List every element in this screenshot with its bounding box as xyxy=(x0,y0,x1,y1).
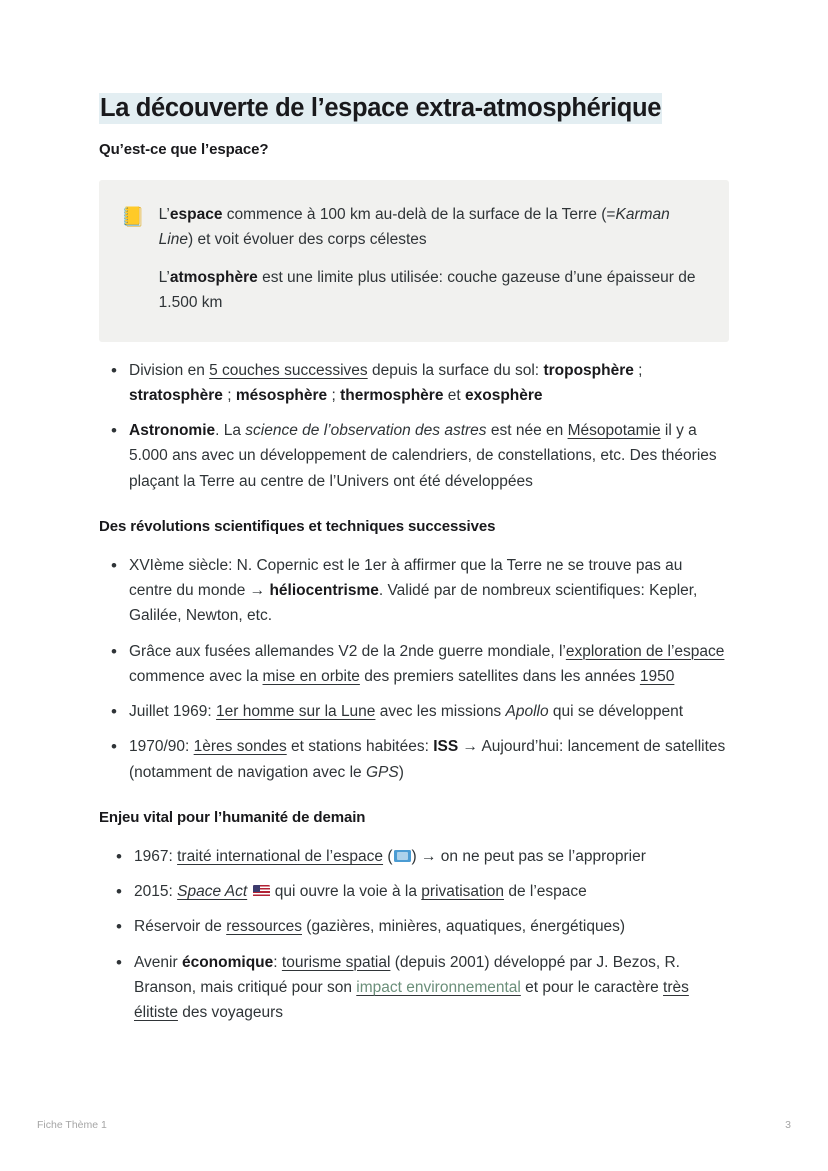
text-fragment: XVIème siècle: N. Copernic est le 1er à affirmer que la Terre ne se trouve pas au centre du monde → xyxy=(129,556,683,600)
bold-thermosphere: thermosphère xyxy=(340,386,444,404)
revolutions-bullet-list xyxy=(99,553,729,785)
text-fragment: Réservoir de xyxy=(134,918,227,936)
bold-economique: économique xyxy=(181,953,274,971)
italic-karman-line: Karman Line xyxy=(158,206,670,249)
text-fragment: ) xyxy=(398,763,404,781)
text-fragment: Division en xyxy=(129,361,210,379)
text-fragment: avec les missions xyxy=(375,703,506,721)
list-item xyxy=(104,914,729,939)
text-fragment: est née en xyxy=(486,422,568,440)
text-fragment: (gazières, minières, aquatiques, énergétiques) xyxy=(302,918,626,936)
underlined-1er-homme-lune: 1er homme sur la Lune xyxy=(216,703,376,721)
italic-gps: GPS xyxy=(365,763,399,781)
text-fragment: qui se développent xyxy=(548,703,684,721)
italic-science-observation: science de l’observation des astres xyxy=(245,422,487,440)
text-fragment: Grâce aux fusées allemandes V2 de la 2nde guerre mondiale, l’ xyxy=(129,642,566,660)
bold-atmosphere: atmosphère xyxy=(169,269,258,287)
underlined-mise-en-orbite: mise en orbite xyxy=(262,667,360,685)
text-fragment: il y a 5.000 ans avec un développement de calendriers, de constellations, etc. Des théories plaçant la Terre au centre de l’Univers ont été développées xyxy=(129,422,717,490)
text-fragment: ; xyxy=(327,386,341,404)
page-footer xyxy=(37,1119,791,1131)
text-fragment: 1967: xyxy=(134,847,178,865)
page-title-text: La découverte de l’espace extra-atmosphérique xyxy=(100,94,662,122)
text-fragment: est une limite plus utilisée: couche gazeuse d’une épaisseur de 1.500 km xyxy=(158,269,696,312)
text-fragment: → Aujourd’hui: lancement de satellites (notamment de navigation avec le xyxy=(129,738,726,781)
text-fragment: depuis la surface du sol: xyxy=(367,361,544,379)
text-fragment: L’ xyxy=(158,206,170,224)
text-fragment: Avenir xyxy=(134,953,182,971)
list-item xyxy=(104,844,729,869)
text-fragment: . La xyxy=(215,422,246,440)
ledger-notebook-icon: 📒 xyxy=(121,206,145,229)
text-fragment: Juillet 1969: xyxy=(129,703,217,721)
callout-paragraph-espace xyxy=(159,202,703,252)
text-fragment: 1970/90: xyxy=(129,738,194,756)
bold-astronomie: Astronomie xyxy=(129,422,216,440)
text-fragment: ( xyxy=(383,847,393,865)
us-flag-icon xyxy=(253,885,270,897)
text-fragment xyxy=(247,883,251,900)
highlighted-impact-environnemental: impact environnemental xyxy=(356,978,521,996)
section-heading-revolutions: Des révolutions scientifiques et techniques successives xyxy=(99,517,496,535)
list-item xyxy=(99,553,729,629)
callout-paragraph-atmosphere xyxy=(159,265,703,315)
text-fragment: des voyageurs xyxy=(177,1004,284,1022)
text-fragment: ; xyxy=(633,361,643,379)
text-fragment: et stations habitées: xyxy=(286,738,434,756)
italic-apollo: Apollo xyxy=(505,703,549,721)
bold-heliocentrisme: héliocentrisme xyxy=(269,582,379,600)
text-fragment: . Validé par de nombreux scientifiques: Kepler, Galilée, Newton, etc. xyxy=(129,582,698,625)
text-fragment: : xyxy=(273,953,282,971)
text-fragment: commence à 100 km au-delà de la surface de la Terre (= xyxy=(222,206,616,224)
underlined-exploration-espace: exploration de l’espace xyxy=(565,642,725,660)
underlined-ressources: ressources xyxy=(226,918,302,936)
list-item xyxy=(99,734,729,785)
callout-box xyxy=(99,180,729,341)
callout-body xyxy=(159,202,703,315)
list-item xyxy=(99,699,729,724)
underlined-tourisme-spatial: tourisme spatial xyxy=(281,953,391,971)
underlined-1950: 1950 xyxy=(639,667,675,685)
text-fragment: des premiers satellites dans les années xyxy=(359,667,640,685)
footer-label: Fiche Thème 1 xyxy=(37,1119,107,1131)
text-fragment: et pour le caractère xyxy=(520,978,664,996)
text-fragment: commence avec la xyxy=(129,667,263,685)
text-fragment: ; xyxy=(222,386,236,404)
underlined-1eres-sondes: 1ères sondes xyxy=(193,738,287,756)
text-fragment: et xyxy=(443,386,465,404)
section-heading-enjeu: Enjeu vital pour l’humanité de demain xyxy=(99,808,366,826)
intro-bullet-list xyxy=(99,358,729,494)
text-fragment: 2015: xyxy=(134,883,178,901)
bold-stratosphere: stratosphère xyxy=(129,386,223,404)
underlined-5-couches: 5 couches successives xyxy=(209,361,368,379)
text-fragment: de l’espace xyxy=(504,883,587,901)
text-fragment: (depuis 2001) développé par J. Bezos, R. Branson, mais critiqué pour son xyxy=(134,953,680,996)
footer-page-number: 3 xyxy=(785,1119,791,1131)
page-title xyxy=(99,92,729,125)
list-item xyxy=(104,950,729,1026)
underlined-privatisation: privatisation xyxy=(421,883,505,901)
enjeu-bullet-list xyxy=(99,844,729,1026)
underlined-tres-elitiste: très élitiste xyxy=(134,978,689,1022)
list-item xyxy=(104,879,729,904)
list-item xyxy=(99,639,729,690)
bold-iss: ISS xyxy=(433,738,459,756)
text-fragment: ) → on ne peut pas se l’approprier xyxy=(411,847,646,865)
list-item xyxy=(99,418,729,494)
list-item xyxy=(99,358,729,409)
document-content xyxy=(99,92,729,1025)
underlined-mesopotamie: Mésopotamie xyxy=(567,422,661,440)
bold-espace: espace xyxy=(169,206,223,224)
un-flag-icon xyxy=(394,850,411,862)
bold-troposphere: troposphère xyxy=(543,361,634,379)
bold-mesosphere: mésosphère xyxy=(235,386,328,404)
text-fragment: ) et voit évoluer des corps célestes xyxy=(187,231,427,249)
text-fragment: L’ xyxy=(158,269,170,287)
underlined-traite-international: traité international de l’espace xyxy=(177,847,384,865)
italic-space-act: Space Act xyxy=(177,883,248,901)
text-fragment: qui ouvre la voie à la xyxy=(270,883,422,901)
bold-exosphere: exosphère xyxy=(465,386,543,404)
subheading-quest-ce-que-lespace: Qu’est-ce que l’espace? xyxy=(99,141,269,159)
